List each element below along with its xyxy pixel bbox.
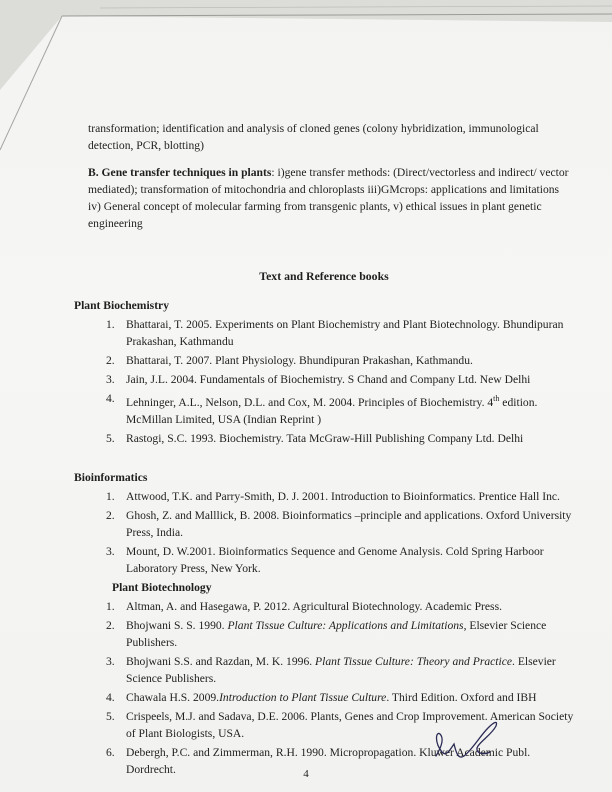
item-text-cont: edition. McMillan Limited, USA (Indian Reprint ) [126, 395, 538, 426]
item-text: Bhattarai, T. 2005. Experiments on Plant Biochemistry and Plant Biotechnology. Bhundipuran Prakashan, Kathmandu [126, 318, 564, 348]
section-title-bioinformatics: Bioinformatics [74, 470, 148, 484]
item-text: Bhojwani S. S. 1990. [126, 618, 228, 632]
list-item [74, 543, 574, 577]
list-bioinformatics [74, 488, 574, 577]
item-number: 5. [106, 709, 115, 723]
item-number: 3. [106, 654, 115, 668]
superscript: th [493, 394, 500, 403]
list-item [74, 507, 574, 541]
handwritten-signature [432, 716, 502, 770]
section-title-plant-biotechnology: Plant Biotechnology [112, 580, 212, 594]
list-item [74, 689, 574, 706]
item-number: 3. [106, 544, 115, 558]
item-text: Rastogi, S.C. 1993. Biochemistry. Tata McGraw-Hill Publishing Company Ltd. Delhi [126, 431, 524, 445]
list-item [74, 371, 574, 388]
list-item [74, 430, 574, 447]
item-number: 5. [106, 431, 115, 445]
item-number: 2. [106, 354, 115, 367]
book-title: Plant Tissue Culture: Applications and Limitations [227, 618, 464, 632]
item-text-cont: , Elsevier Science Publishers. [126, 618, 547, 649]
item-number: 4. [106, 392, 115, 405]
list-biochemistry [74, 316, 574, 447]
item-text: Jain, J.L. 2004. Fundamentals of Biochemistry. S Chand and Company Ltd. New Delhi [126, 373, 531, 386]
item-text: Crispeels, M.J. and Sadava, D.E. 2006. Plants, Genes and Crop Improvement. American Society of Plant Biologists, USA. [126, 709, 574, 740]
section-b-title: B. Gene transfer techniques in plants [88, 166, 272, 179]
item-text: Mount, D. W.2001. Bioinformatics Sequence and Genome Analysis. Cold Spring Harboor Laboratory Press, New York. [126, 544, 544, 575]
list-item [74, 316, 574, 350]
list-item [74, 598, 574, 615]
item-text: Chawala H.S. 2009. [126, 690, 220, 704]
section-b-paragraph [88, 164, 574, 232]
page-number: 4 [303, 768, 309, 780]
list-item [74, 352, 574, 369]
item-number: 2. [106, 508, 115, 522]
list-item [74, 488, 574, 505]
references-heading: Text and Reference books [259, 269, 389, 283]
section-b-text: : i)gene transfer methods: (Direct/vectorless and indirect/ vector mediated); transformation of mitochondria and chloroplasts iii)GMcrops: applications and limitations iv) General concept of molecular farming from transgenic plants, v) ethical issues in plant genetic engineering [88, 166, 569, 230]
item-number: 1. [106, 318, 115, 331]
item-text: Altman, A. and Hasegawa, P. 2012. Agricultural Biotechnology. Academic Press. [126, 599, 502, 613]
list-item [74, 617, 574, 651]
item-text: Lehninger, A.L., Nelson, D.L. and Cox, M. 2004. Principles of Biochemistry. 4 [126, 395, 494, 409]
item-number: 6. [106, 745, 115, 759]
item-text: Debergh, P.C. and Zimmerman, R.H. 1990. Micropropagation. Kluwer Academic Publ. Dordrecht. [126, 745, 531, 776]
book-title: Plant Tissue Culture: Theory and Practice [315, 654, 513, 668]
item-number: 1. [106, 599, 115, 613]
item-number: 2. [106, 618, 115, 632]
item-text: Attwood, T.K. and Parry-Smith, D. J. 2001. Introduction to Bioinformatics. Prentice Hall Inc. [126, 489, 560, 503]
section-title-biochemistry: Plant Biochemistry [74, 299, 169, 312]
page-content [74, 120, 574, 780]
item-number: 4. [106, 690, 115, 704]
item-number: 1. [106, 489, 115, 503]
list-item [74, 390, 574, 428]
item-text-cont: . Third Edition. Oxford and IBH [386, 690, 537, 704]
item-number: 3. [106, 373, 115, 386]
book-title: Introduction to Plant Tissue Culture [219, 690, 387, 704]
continuation-paragraph: transformation; identification and analysis of cloned genes (colony hybridization, immunological detection, PCR, blotting) [88, 122, 539, 152]
item-text: Ghosh, Z. and Malllick, B. 2008. Bioinformatics –principle and applications. Oxford University Press, India. [126, 508, 572, 539]
item-text-cont: . Elsevier Science Publishers. [126, 654, 556, 685]
list-item [74, 653, 574, 687]
item-text: Bhattarai, T. 2007. Plant Physiology. Bhundipuran Prakashan, Kathmandu. [126, 354, 473, 367]
item-text: Bhojwani S.S. and Razdan, M. K. 1996. [126, 654, 316, 668]
